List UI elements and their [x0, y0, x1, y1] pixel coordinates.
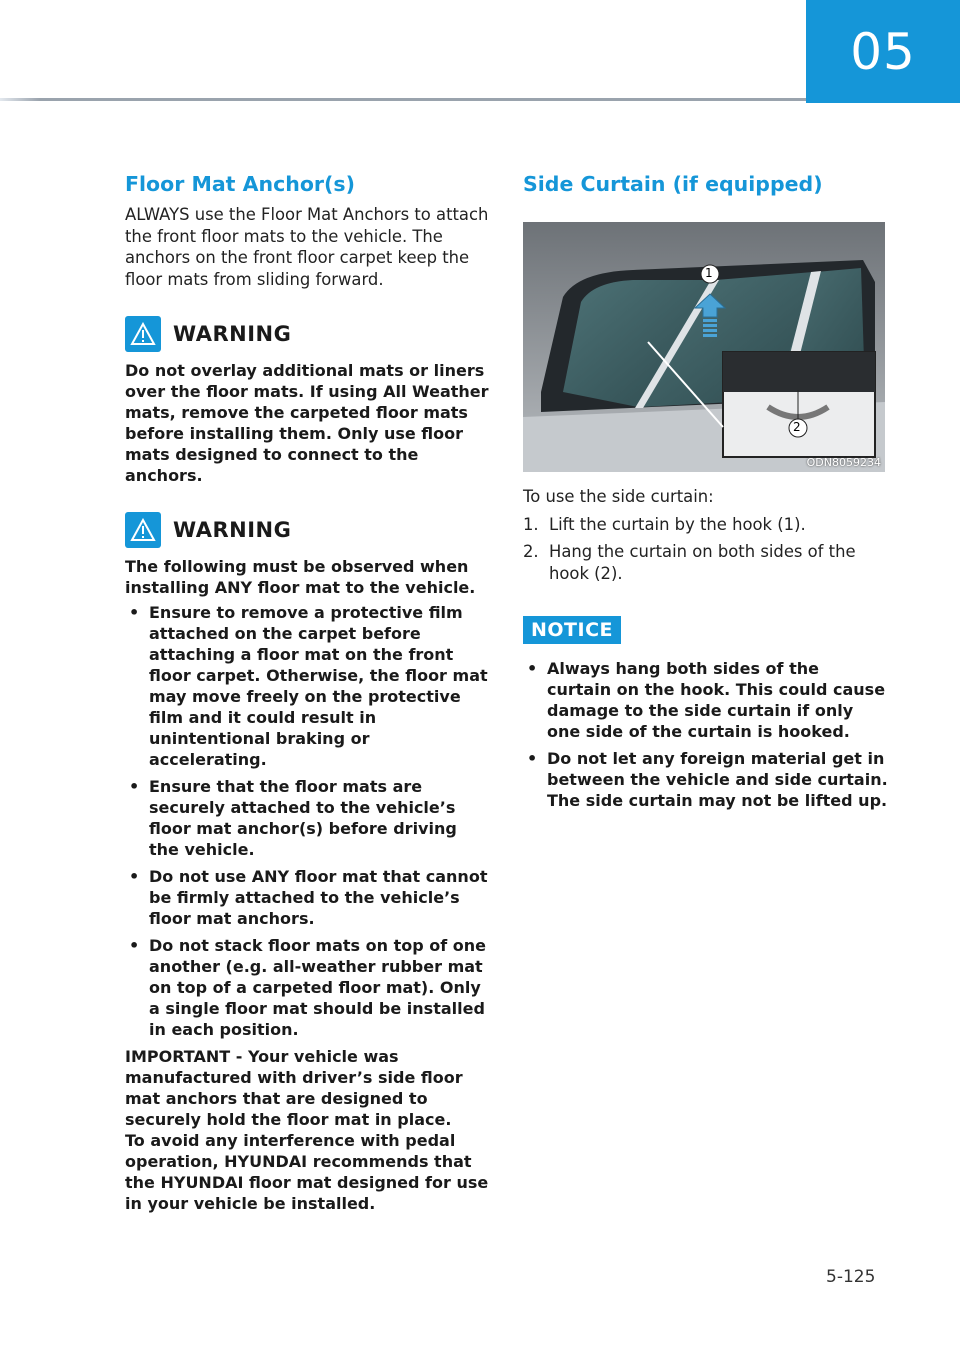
- chapter-tab: [806, 0, 960, 103]
- list-item: • Always hang both sides of the curtain on the hook. This could cause damage to the side curtain if only one side of the curtain is hooked.: [527, 659, 886, 741]
- bullet-dot: •: [129, 603, 140, 622]
- important-note-1: IMPORTANT - Your vehicle was manufactured with driver’s side floor mat anchors that are designed to securely hold the floor mat in place.: [125, 1047, 463, 1129]
- list-item: 2. Hang the curtain on both sides of the hook (2).: [523, 542, 856, 583]
- list-item: 1. Lift the curtain by the hook (1).: [523, 514, 806, 534]
- notice-bullets: [523, 658, 888, 811]
- warning-1-title: WARNING: [173, 322, 292, 346]
- important-note-2: To avoid any interference with pedal operation, HYUNDAI recommends that the HYUNDAI floor mat designed for use in your vehicle be installed.: [125, 1131, 489, 1213]
- page-number: 5-125: [826, 1267, 876, 1287]
- chapter-number: 05: [850, 22, 916, 81]
- header-rule: [0, 98, 806, 101]
- warning-triangle-icon: [125, 512, 161, 548]
- bullet-dot: •: [527, 659, 538, 678]
- warning-1-text: Do not overlay additional mats or liners over the floor mats. If using All Weather mats, remove the carpeted floor mats before installing them. Only use floor mats designed to connect to the anchors.: [125, 361, 489, 485]
- list-item: • Do not stack floor mats on top of one another (e.g. all-weather rubber mat on top of a carpeted floor mat). Only a single floor mat should be installed in each position.: [129, 936, 486, 1039]
- list-item: • Do not use ANY floor mat that cannot be firmly attached to the vehicle’s floor mat anchors.: [129, 867, 488, 928]
- usage-steps: [523, 514, 888, 585]
- bullet-dot: •: [527, 749, 538, 768]
- list-item: • Ensure that the floor mats are securely attached to the vehicle’s floor mat anchor(s) before driving the vehicle.: [129, 777, 457, 859]
- bullet-dot: •: [129, 936, 140, 955]
- side-curtain-heading: Side Curtain (if equipped): [523, 172, 823, 196]
- side-curtain-illustration: [523, 222, 885, 472]
- warning-1-header: [125, 316, 490, 352]
- figure-caption: ODN8059234: [806, 456, 881, 469]
- warning-2-header: [125, 512, 490, 548]
- list-item: • Ensure to remove a protective film attached on the carpet before attaching a floor mat on the front floor carpet. Otherwise, the floor mat may move freely on the protective film and it could result in unintentional braking or accelerating.: [129, 603, 488, 769]
- warning-2-title: WARNING: [173, 518, 292, 542]
- left-column: [125, 172, 490, 1214]
- warning-2-intro: The following must be observed when installing ANY floor mat to the vehicle.: [125, 557, 476, 597]
- notice-badge: NOTICE: [523, 616, 621, 644]
- callout-1-label: 1: [705, 266, 713, 280]
- bullet-dot: •: [129, 867, 140, 886]
- warning-2-bullets: [125, 602, 490, 1040]
- floor-mat-intro: ALWAYS use the Floor Mat Anchors to attach the front floor mats to the vehicle. The anchors on the front floor carpet keep the floor mats from sliding forward.: [125, 205, 489, 289]
- list-item: • Do not let any foreign material get in between the vehicle and side curtain. The side curtain may not be lifted up.: [527, 749, 888, 810]
- usage-intro: To use the side curtain:: [523, 487, 714, 506]
- right-column: [523, 172, 888, 817]
- side-curtain-figure: [523, 222, 885, 472]
- bullet-dot: •: [129, 777, 140, 796]
- warning-triangle-icon: [125, 316, 161, 352]
- callout-2-label: 2: [793, 420, 801, 434]
- floor-mat-heading: Floor Mat Anchor(s): [125, 172, 355, 196]
